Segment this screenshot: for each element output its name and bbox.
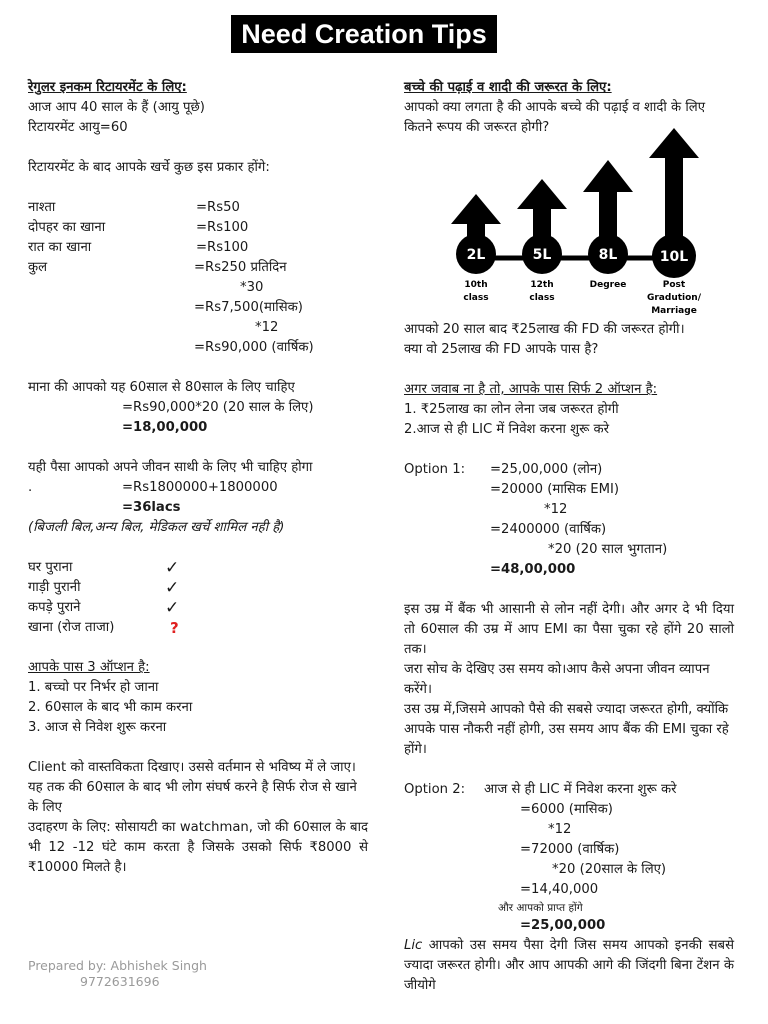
milestone-2l (451, 194, 501, 303)
question-mark-icon: ? (170, 619, 179, 637)
bank-paragraph: इस उम्र में बैंक भी आसानी से लोन नहीं देगी। और अगर दे भी दिया तो 60साल की उम्र में आप EMI का पैसा चुका रहे होंगे 20 सालो तक। (404, 602, 734, 657)
expense-row (28, 198, 368, 218)
checklist-item: घर पुराना ✓ (28, 558, 180, 578)
option-item: 2. 60साल के बाद भी काम करना (28, 700, 193, 715)
arrow-shaft (599, 188, 617, 241)
monthly-total: =Rs7,500(मासिक) (194, 300, 303, 315)
think-paragraph: जरा सोच के देखिए उस समय को।आप कैसे अपना जीवन व्यापन करेंगे। (404, 662, 710, 697)
milestone-label: Marriage (651, 306, 697, 316)
expense-label: नाश्ता (28, 200, 56, 215)
expense-value: =Rs50 (196, 200, 240, 215)
need-calc: =Rs90,000*20 (20 साल के लिए) (122, 400, 314, 415)
expense-row (28, 218, 368, 238)
age-paragraph: उस उम्र में,जिसमे आपको पैसे की सबसे ज्यादा जरूरत होगी, क्योंकि आपके पास नौकरी नहीं होगी, उस समय आप बैंक की EMI चुका रहे होंगे। (404, 702, 729, 757)
milestone-label: 12th (530, 280, 554, 290)
check-icon: ✓ (165, 558, 180, 578)
fd-question: क्या वो 25लाख की FD आपके पास है? (404, 342, 599, 357)
option2-monthly: =6000 (मासिक) (520, 802, 613, 817)
multiplier-30: *30 (240, 280, 264, 295)
fd-line: आपको 20 साल बाद ₹25लाख की FD की जरूरत होगी। (404, 322, 685, 337)
milestone-10l (647, 128, 702, 316)
checklist-item: कपड़े पुराने ✓ (28, 598, 180, 618)
expense-value: =Rs250 प्रतिदिन (194, 260, 287, 275)
child-heading: बच्चे की पढ़ाई व शादी की जरूरत के लिए: (404, 80, 612, 95)
option1-mult12: *12 (544, 502, 568, 517)
option1-yearly: =2400000 (वार्षिक) (490, 522, 607, 537)
checklist-item: खाना (रोज ताजा) ? (28, 619, 179, 637)
arrow-up-icon (583, 160, 633, 192)
option2-received: =25,00,000 (520, 918, 606, 933)
spouse-calc: . =Rs1800000+1800000 (28, 480, 278, 495)
option2-total: =14,40,000 (520, 882, 599, 897)
need-total: =18,00,000 (122, 420, 208, 435)
excluded-note: (बिजली बिल,अन्य बिल, मेडिकल खर्चे शामिल नही है) (28, 520, 285, 535)
retirement-age-line: रिटायरमेंट आयु=60 (28, 120, 128, 135)
option2-mult20: *20 (20साल के लिए) (552, 862, 667, 877)
option2-yearly: =72000 (वार्षिक) (520, 842, 620, 857)
multiplier-12: *12 (255, 320, 279, 335)
struggle-paragraph: यह तक की 60साल के बाद भी लोग संघर्ष करने है सिर्फ रोज से खाने के लिए (28, 780, 357, 815)
milestone-label: class (529, 293, 555, 303)
options-heading: आपके पास 3 ऑप्शन है: (28, 660, 150, 675)
phone-number: 9772631696 (80, 974, 160, 989)
expense-label: रात का खाना (28, 240, 92, 255)
milestone-label: Degree (589, 280, 627, 290)
option1-total: =48,00,000 (490, 562, 576, 577)
current-age-line: आज आप 40 साल के हैं (आयु पूछे) (28, 100, 205, 115)
milestone-amount: 8L (598, 247, 618, 263)
expense-row (28, 258, 368, 278)
spouse-line: यही पैसा आपको अपने जीवन साथी के लिए भी चाहिए होगा (28, 460, 313, 475)
milestone-label: class (463, 293, 489, 303)
example-paragraph: उदाहरण के लिए: सोसायटी का watchman, जो की 60साल के बाद भी 12 -12 घंटे काम करता है जिसके उसको सिर्फ ₹8000 से ₹10000 मिलते है। (28, 820, 368, 875)
child-question: आपको क्या लगता है की आपके बच्चे की पढ़ाई व शादी के लिए कितने रूपय की जरूरत होगी? (404, 100, 706, 135)
milestone-8l (583, 160, 633, 290)
arrow-up-icon (451, 194, 501, 224)
check-icon: ✓ (165, 598, 180, 618)
expense-label: दोपहर का खाना (28, 220, 106, 235)
yearly-total: =Rs90,000 (वार्षिक) (194, 340, 314, 355)
milestone-label: Post (662, 280, 686, 290)
option1-loan: Option 1: =25,00,000 (लोन) (404, 462, 603, 477)
option1-mult20: *20 (20 साल भुगतान) (548, 542, 668, 557)
milestone-arrows-diagram (446, 126, 726, 320)
no-option-1: 1. ₹25लाख का लोन लेना जब जरूरत होगी (404, 402, 619, 417)
lic-word: Lic (404, 938, 423, 953)
arrow-up-icon (517, 179, 567, 209)
expense-value: =Rs100 (196, 220, 249, 235)
option1-label: Option 1: (404, 462, 466, 477)
option-item: 3. आज से निवेश शुरू करना (28, 720, 167, 735)
lic-paragraph: Lic आपको उस समय पैसा देगी जिस समय आपको इनकी सबसे ज्यादा जरूरत होगी। और आप आपकी आगे की जिंदगी बिना टेंशन के जीयोगे (404, 938, 734, 993)
expense-value: =Rs100 (196, 240, 249, 255)
milestone-label: Gradution/ (646, 293, 702, 303)
arrow-shaft (665, 156, 683, 241)
expense-row (28, 238, 368, 258)
check-icon: ✓ (165, 578, 180, 598)
option-item: 1. बच्चो पर निर्भर हो जाना (28, 680, 159, 695)
no-option-2: 2.आज से ही LIC में निवेश करना शुरू करे (404, 422, 610, 437)
expenses-intro: रिटायरमेंट के बाद आपके खर्चे कुछ इस प्रकार होंगे: (28, 160, 270, 175)
option2-receive-line: और आपको प्राप्त होंगे (498, 902, 583, 914)
no-heading: अगर जवाब ना है तो, आपके पास सिर्फ 2 ऑप्शन है: (404, 382, 658, 397)
milestone-label: 10th (464, 280, 488, 290)
fd-section (404, 320, 734, 996)
retirement-section (28, 78, 368, 878)
retirement-heading: रेगुलर इनकम रिटायरमेंट के लिए: (28, 80, 187, 95)
checklist-item: गाड़ी पुरानी ✓ (28, 578, 180, 598)
arrow-up-icon (649, 128, 699, 158)
milestone-amount: 2L (466, 247, 486, 263)
option2-line: Option 2: आज से ही LIC में निवेश करना शुरू करे (404, 782, 677, 797)
need-line: माना की आपको यह 60साल से 80साल के लिए चाहिए (28, 380, 295, 395)
client-paragraph: Client को वास्तविकता दिखाए। उससे वर्तमान से भविष्य में ले जाए। (28, 760, 356, 775)
milestone-amount: 10L (659, 249, 689, 265)
spouse-total: =36lacs (122, 500, 181, 515)
option2-mult12: *12 (548, 822, 572, 837)
prepared-by: Prepared by: Abhishek Singh (28, 958, 207, 973)
expense-label: कुल (28, 260, 48, 275)
milestone-amount: 5L (532, 247, 552, 263)
milestone-5l (517, 179, 567, 303)
page-title: Need Creation Tips (231, 15, 497, 53)
option2-label: Option 2: (404, 782, 466, 797)
option1-emi: =20000 (मासिक EMI) (490, 482, 620, 497)
